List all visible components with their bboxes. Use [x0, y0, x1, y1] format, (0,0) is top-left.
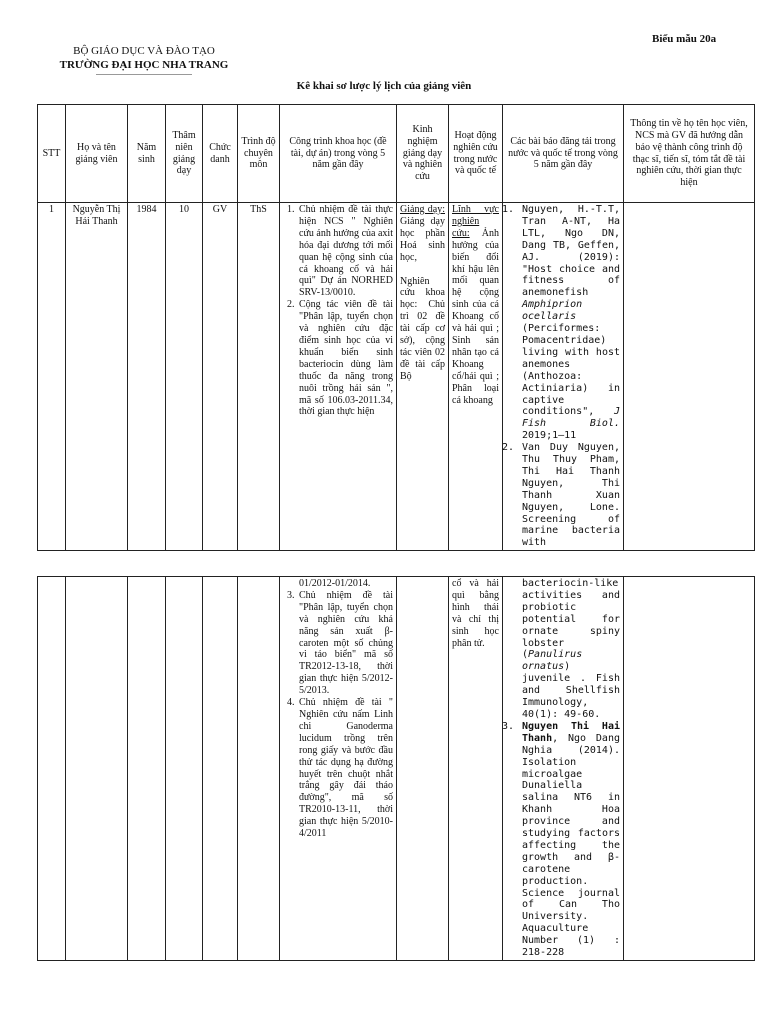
research-field-text: Ảnh hưởng của biến đổi khí hậu lên mối quan hệ cộng sinh của cá Khoang cổ và hải quì ; Sinh sản nhân tạo cá Khoang cổ/hải quì ; Phân loại cá khoang — [452, 227, 499, 406]
project-item: 1. Chủ nhiệm đề tài thực hiện NCS " Nghiên cứu ảnh hưởng của axit hóa đại dương tới mối quan hệ cộng sinh của cá khoang cổ và hải quì" Dự án NORHED SRV-13/0010. — [297, 204, 393, 299]
paper-species: Panulirus ornatus — [522, 649, 583, 673]
cell-name — [66, 577, 128, 961]
lecturer-profile-table — [37, 104, 755, 551]
paper-pages: 2019;1–11 — [522, 430, 577, 442]
cell-degree: ThS — [238, 203, 280, 551]
col-header-title: Chức danh — [203, 105, 238, 203]
research-text: Chủ trì 02 đề tài cấp cơ sở), cộng tác viên 02 đề tài cấp Bộ — [400, 299, 445, 382]
cell-title: GV — [203, 203, 238, 551]
col-header-research-activities: Hoạt động nghiên cứu trong nước và quốc tế — [449, 105, 503, 203]
cell-stt — [38, 577, 66, 961]
project-item: 4. Chủ nhiệm đề tài " Nghiên cứu nấm Linh chi Ganoderma lucidum trồng trên rong giấy và bước đầu thử tác dụng hạ đường huyết trên chuột nhắt trắng gây đái tháo đường", mã số TR2010-13-11, thời gian thực hiện 5/2010-4/2011 — [297, 697, 393, 840]
table-row — [38, 203, 755, 551]
col-header-experience: Kinh nghiệm giảng dạy và nghiên cứu — [397, 105, 449, 203]
paper-authors: Nguyen, H.-T.T, Tran A-NT, Ha LTL, Ngo DN, Dang TB, Geffen, AJ. (2019): "Host choice and fitness of anemonefish — [522, 204, 620, 299]
cell-experience — [397, 577, 449, 961]
paper-continuation — [506, 578, 620, 721]
col-header-birth-year: Năm sinh — [128, 105, 166, 203]
cell-birth-year — [128, 577, 166, 961]
form-number: Biểu mẫu 20a — [652, 33, 717, 45]
col-header-degree: Trình độ chuyên môn — [238, 105, 280, 203]
research-field-label: Lĩnh vực nghiên cứu: — [452, 204, 499, 239]
project-item: 3. Chủ nhiệm đề tài "Phân lập, tuyển chọn và nghiên cứu khả năng sản xuất β-caroten một số chủng vi tảo biển" mã số TR2012-13-18, thời gian thực hiện 5/2012-5/2013. — [297, 590, 393, 697]
col-header-stt: STT — [38, 105, 66, 203]
teaching-text: Giảng dạy học phần Hoá sinh học, — [400, 215, 445, 263]
col-header-papers: Các bài báo đăng tải trong nước và quốc tế trong vòng 5 năm gần đây — [503, 105, 624, 203]
paper-text: bacteriocin-like activities and probiotic potential for ornate spiny lobster ( — [522, 578, 620, 661]
cell-supervision — [624, 203, 755, 551]
cell-research-activities: cổ và hải quì bằng hình thái và chỉ thị sinh học phân tử. — [449, 577, 503, 961]
paper-text: , Ngo Dang Nghia (2014). Isolation microalgae Dunaliella salina NT6 in Khanh Hoa province and studying factors affecting the growth and β-carotene production. Science journal of Can Tho University. Aquaculture Number (1) : 218-228 — [522, 732, 620, 959]
table-row — [38, 577, 755, 961]
col-header-projects: Công trình khoa học (đề tài, dự án) trong vòng 5 năm gần đây — [280, 105, 397, 203]
paper-item — [520, 204, 620, 442]
cell-experience — [397, 203, 449, 551]
cell-research-activities — [449, 203, 503, 551]
paper-journal: J Fish Biol. — [522, 406, 620, 430]
project-item: 2. Cộng tác viên đề tài "Phân lập, tuyển chọn và nghiên cứu đặc điểm sinh học của vi khuẩn biển sinh bacteriocin dùng làm thuốc đa năng trong nuôi trồng hải sản ", mã số 106.03-2011.34, thời gian thực hiện — [297, 299, 393, 418]
cell-projects — [280, 577, 397, 961]
document-title: Kê khai sơ lược lý lịch của giảng viên — [296, 80, 472, 92]
institution-header — [52, 44, 236, 75]
paper-species: Amphiprion ocellaris — [522, 299, 583, 323]
col-header-supervision: Thông tin về họ tên học viên, NCS mà GV đã hướng dẫn bảo vệ thành công trình độ thạc sĩ, tiến sĩ, tóm tắt đề tài nghiên cứu, thời gian thực hiện — [624, 105, 755, 203]
teaching-label: Giảng dạy: — [400, 204, 445, 215]
project-continuation: 01/2012-01/2014. — [299, 578, 371, 589]
cell-papers — [503, 203, 624, 551]
cell-name: Nguyễn Thị Hải Thanh — [66, 203, 128, 551]
paper-item: 2. Van Duy Nguyen, Thu Thuy Pham, Thi Hai Thanh Nguyen, Thi Thanh Xuan Nguyen, Lone. Screening of marine bacteria with — [520, 442, 620, 549]
cell-degree — [238, 577, 280, 961]
col-header-name: Họ và tên giảng viên — [66, 105, 128, 203]
paper-text: ) juvenile . Fish and Shellfish Immunology, 40(1): 49-60. — [522, 661, 620, 720]
research-label: Nghiên cứu khoa học: — [400, 275, 445, 311]
cell-title — [203, 577, 238, 961]
cell-stt: 1 — [38, 203, 66, 551]
paper-taxon: (Perciformes: Pomacentridae) living with host anemones (Anthozoa: Actiniaria) in captive conditions", — [522, 323, 620, 418]
table-header-row — [38, 105, 755, 203]
col-header-seniority: Thâm niên giảng dạy — [166, 105, 203, 203]
ministry-name: BỘ GIÁO DỤC VÀ ĐÀO TẠO — [73, 45, 215, 57]
cell-papers — [503, 577, 624, 961]
cell-birth-year: 1984 — [128, 203, 166, 551]
cell-projects — [280, 203, 397, 551]
paper-item — [520, 721, 620, 959]
cell-seniority — [166, 577, 203, 961]
university-name: TRƯỜNG ĐẠI HỌC NHA TRANG — [59, 59, 229, 71]
paper-author-highlight: Nguyen Thi Hai Thanh — [522, 720, 620, 744]
cell-supervision — [624, 577, 755, 961]
header-underline — [96, 74, 192, 75]
cell-seniority: 10 — [166, 203, 203, 551]
lecturer-profile-table-continued — [37, 576, 755, 961]
